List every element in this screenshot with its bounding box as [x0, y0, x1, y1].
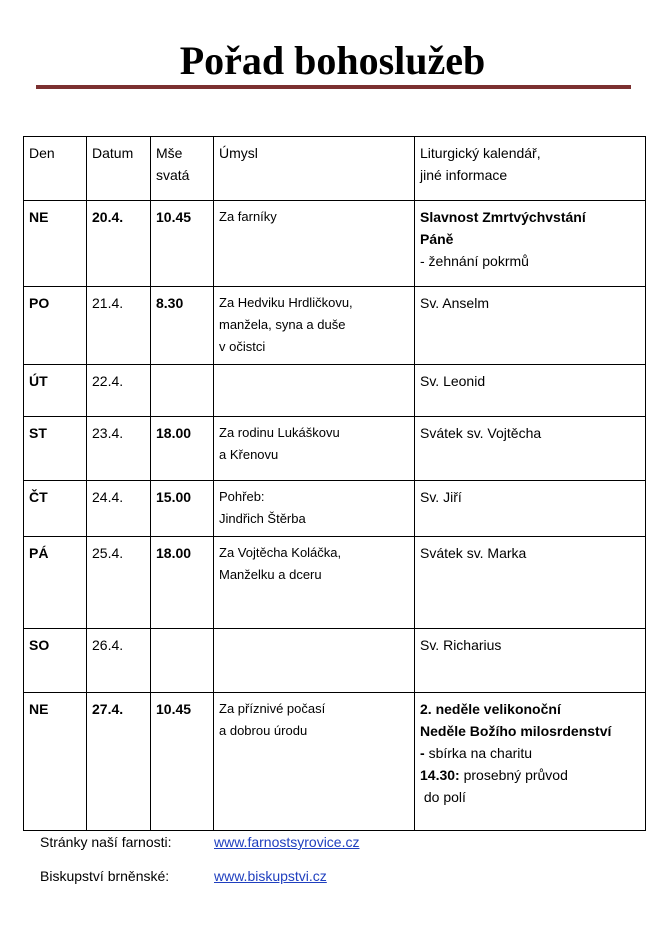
table-row [24, 365, 646, 417]
table-header-row [24, 137, 646, 201]
intention-line: Pohřeb: [219, 489, 265, 504]
row-date: 23.4. [87, 417, 151, 481]
calendar-line [420, 292, 640, 314]
row-day: PÁ [24, 537, 87, 629]
calendar-line-prefix: 14.30: [420, 767, 460, 783]
row-intention [214, 365, 415, 417]
row-day: PO [24, 287, 87, 365]
calendar-line-text: sbírka na charitu [428, 745, 533, 761]
calendar-line-text: Sv. Anselm [420, 295, 489, 311]
calendar-line-text: Svátek sv. Vojtěcha [420, 425, 542, 441]
calendar-line-text: - žehnání pokrmů [420, 253, 529, 269]
intention-line: manžela, syna a duše [219, 317, 346, 332]
calendar-line [420, 764, 640, 786]
calendar-line-prefix: - [420, 745, 429, 761]
calendar-line [420, 422, 640, 444]
intention-line: a Křenovu [219, 447, 279, 462]
table-row [24, 629, 646, 693]
intention-line: Jindřich Štěrba [219, 511, 306, 526]
footer-line-diocese [40, 868, 327, 884]
row-time: 8.30 [151, 287, 214, 365]
calendar-line [420, 542, 640, 564]
table-row [24, 417, 646, 481]
row-time: 10.45 [151, 201, 214, 287]
header-mass [151, 137, 214, 201]
table-row [24, 287, 646, 365]
table-row [24, 537, 646, 629]
page-title: Pořad bohoslužeb [179, 38, 486, 83]
table-row [24, 201, 646, 287]
title-underline [36, 85, 631, 89]
header-calendar [415, 137, 646, 201]
row-intention [214, 481, 415, 537]
calendar-line [420, 486, 640, 508]
calendar-line-text: Neděle Božího milosrdenství [420, 723, 612, 739]
header-mass-line-1: Mše [156, 145, 183, 161]
row-time: 10.45 [151, 693, 214, 831]
row-time: 18.00 [151, 537, 214, 629]
header-mass-line-2: svatá [156, 167, 190, 183]
intention-line: a dobrou úrodu [219, 723, 308, 738]
intention-line: Za farníky [219, 209, 277, 224]
schedule-table [23, 136, 646, 831]
table-row [24, 481, 646, 537]
header-calendar-line-1: Liturgický kalendář, [420, 145, 541, 161]
row-date: 21.4. [87, 287, 151, 365]
row-intention [214, 693, 415, 831]
row-calendar [415, 481, 646, 537]
row-calendar [415, 365, 646, 417]
header-intention: Úmysl [214, 137, 415, 201]
row-time [151, 629, 214, 693]
calendar-line-text: Slavnost Zmrtvýchvstání [420, 209, 586, 225]
calendar-line-text: Sv. Richarius [420, 637, 502, 653]
row-calendar [415, 417, 646, 481]
footer-diocese-label: Biskupství brněnské: [40, 868, 170, 884]
row-day: NE [24, 201, 87, 287]
calendar-line [420, 250, 640, 272]
row-day: SO [24, 629, 87, 693]
row-calendar [415, 287, 646, 365]
row-date: 26.4. [87, 629, 151, 693]
row-date: 25.4. [87, 537, 151, 629]
row-time: 18.00 [151, 417, 214, 481]
intention-line: Za Vojtěcha Koláčka, [219, 545, 342, 560]
row-calendar [415, 537, 646, 629]
header-calendar-line-2: jiné informace [420, 167, 508, 183]
calendar-line-text: prosebný průvod [459, 767, 568, 783]
table-row [24, 693, 646, 831]
diocese-website-link[interactable]: www.biskupstvi.cz [214, 868, 327, 884]
footer-line-parish [40, 834, 359, 850]
calendar-line-text: Sv. Leonid [420, 373, 486, 389]
header-day: Den [24, 137, 87, 201]
row-intention [214, 537, 415, 629]
calendar-line [420, 698, 640, 720]
calendar-line [420, 206, 640, 228]
calendar-line-text: Svátek sv. Marka [420, 545, 527, 561]
header-date: Datum [87, 137, 151, 201]
calendar-line-text: do polí [420, 789, 466, 805]
row-time [151, 365, 214, 417]
row-intention [214, 629, 415, 693]
row-intention [214, 417, 415, 481]
row-day: ÚT [24, 365, 87, 417]
calendar-line [420, 742, 640, 764]
row-intention [214, 287, 415, 365]
row-calendar [415, 693, 646, 831]
row-day: NE [24, 693, 87, 831]
row-intention [214, 201, 415, 287]
row-date: 24.4. [87, 481, 151, 537]
calendar-line [420, 786, 640, 808]
parish-website-link[interactable]: www.farnostsyrovice.cz [214, 834, 360, 850]
intention-line: Za Hedviku Hrdličkovu, [219, 295, 353, 310]
row-date: 22.4. [87, 365, 151, 417]
row-date: 20.4. [87, 201, 151, 287]
calendar-line [420, 370, 640, 392]
intention-line: Za příznivé počasí [219, 701, 326, 716]
row-day: ČT [24, 481, 87, 537]
intention-line: Manželku a dceru [219, 567, 322, 582]
calendar-line [420, 634, 640, 656]
row-time: 15.00 [151, 481, 214, 537]
calendar-line [420, 228, 640, 250]
calendar-line-text: Páně [420, 231, 454, 247]
row-day: ST [24, 417, 87, 481]
calendar-line [420, 720, 640, 742]
row-date: 27.4. [87, 693, 151, 831]
row-calendar [415, 629, 646, 693]
calendar-line-text: Sv. Jiří [420, 489, 462, 505]
intention-line: v očistci [219, 339, 266, 354]
intention-line: Za rodinu Lukáškovu [219, 425, 340, 440]
footer-parish-label: Stránky naší farnosti: [40, 834, 172, 850]
calendar-line-text: 2. neděle velikonoční [420, 701, 561, 717]
row-calendar [415, 201, 646, 287]
